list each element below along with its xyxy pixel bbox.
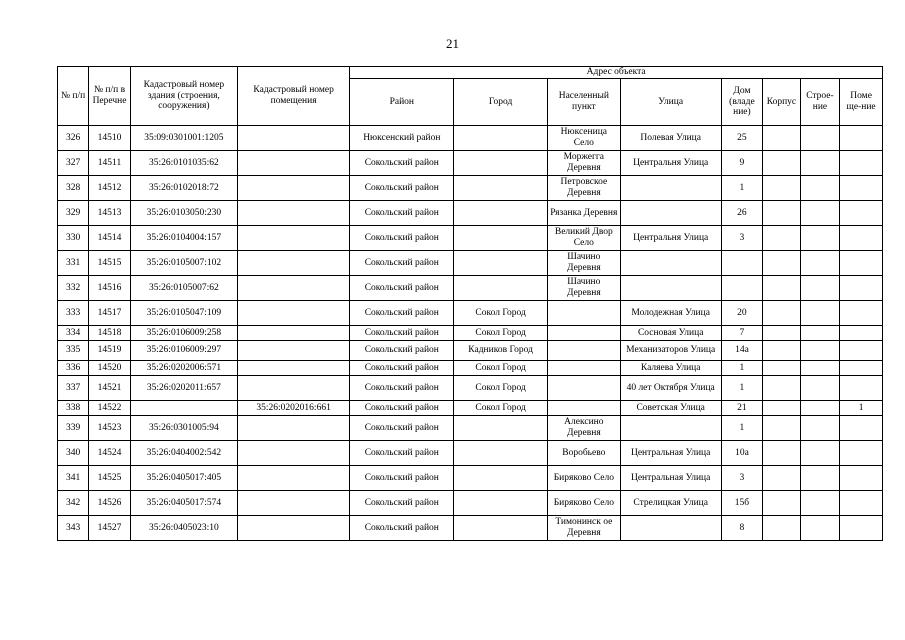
cell-pomeshchenie xyxy=(840,176,883,201)
table-header xyxy=(58,67,883,126)
cell-pomeshchenie xyxy=(840,301,883,326)
cell-korpus xyxy=(763,341,800,361)
cell-city xyxy=(454,516,548,541)
cell-city: Кадников Город xyxy=(454,341,548,361)
cell-street xyxy=(620,251,721,276)
table-row xyxy=(58,341,883,361)
table-row xyxy=(58,466,883,491)
cell-street: Сосновая Улица xyxy=(620,326,721,341)
cell-street: Механизаторов Улица xyxy=(620,341,721,361)
cell-cadastral-building: 35:26:0405017:405 xyxy=(130,466,237,491)
cell-city xyxy=(454,176,548,201)
cell-cadastral-room xyxy=(237,226,349,251)
cell-house: 21 xyxy=(721,401,763,416)
cell-district: Сокольский район xyxy=(350,341,454,361)
cell-n: 338 xyxy=(58,401,89,416)
cell-cadastral-room xyxy=(237,491,349,516)
cell-house: 9 xyxy=(721,151,763,176)
cell-korpus xyxy=(763,516,800,541)
cell-stroenie xyxy=(800,151,840,176)
cell-district: Сокольский район xyxy=(350,176,454,201)
cell-house: 25 xyxy=(721,126,763,151)
cell-district: Сокольский район xyxy=(350,376,454,401)
header-pomeshchenie: Поме ще-ние xyxy=(840,79,883,126)
cell-reg-n: 14511 xyxy=(89,151,131,176)
cell-cadastral-building: 35:26:0105007:62 xyxy=(130,276,237,301)
cell-district: Сокольский район xyxy=(350,251,454,276)
cell-settlement xyxy=(547,401,620,416)
cell-cadastral-room xyxy=(237,126,349,151)
cell-reg-n: 14515 xyxy=(89,251,131,276)
property-register-table xyxy=(57,66,883,541)
cell-cadastral-room xyxy=(237,466,349,491)
cell-cadastral-building: 35:09:0301001:1205 xyxy=(130,126,237,151)
cell-house: 14а xyxy=(721,341,763,361)
cell-house: 1 xyxy=(721,176,763,201)
cell-cadastral-room xyxy=(237,376,349,401)
cell-pomeshchenie xyxy=(840,226,883,251)
cell-city: Сокол Город xyxy=(454,301,548,326)
cell-street: Полевая Улица xyxy=(620,126,721,151)
cell-district: Сокольский район xyxy=(350,416,454,441)
cell-reg-n: 14523 xyxy=(89,416,131,441)
cell-district: Сокольский район xyxy=(350,361,454,376)
cell-city: Сокол Город xyxy=(454,376,548,401)
cell-city xyxy=(454,276,548,301)
cell-reg-n: 14522 xyxy=(89,401,131,416)
cell-stroenie xyxy=(800,326,840,341)
cell-korpus xyxy=(763,466,800,491)
cell-pomeshchenie xyxy=(840,341,883,361)
cell-cadastral-room xyxy=(237,151,349,176)
cell-city xyxy=(454,491,548,516)
cell-cadastral-building: 35:26:0405017:574 xyxy=(130,491,237,516)
cell-street xyxy=(620,416,721,441)
cell-n: 343 xyxy=(58,516,89,541)
header-reg-n: № п/п в Перечне xyxy=(89,67,131,126)
table-row xyxy=(58,126,883,151)
cell-cadastral-building xyxy=(130,401,237,416)
cell-house: 7 xyxy=(721,326,763,341)
cell-city xyxy=(454,201,548,226)
header-korpus: Корпус xyxy=(763,79,800,126)
cell-street: Каляева Улица xyxy=(620,361,721,376)
cell-street: Стрелицкая Улица xyxy=(620,491,721,516)
cell-cadastral-building: 35:26:0101035:62 xyxy=(130,151,237,176)
cell-korpus xyxy=(763,301,800,326)
cell-n: 334 xyxy=(58,326,89,341)
cell-house: 3 xyxy=(721,226,763,251)
cell-district: Сокольский район xyxy=(350,226,454,251)
table-row xyxy=(58,151,883,176)
cell-cadastral-room: 35:26:0202016:661 xyxy=(237,401,349,416)
cell-settlement: Великий Двор Село xyxy=(547,226,620,251)
cell-house: 15б xyxy=(721,491,763,516)
cell-stroenie xyxy=(800,126,840,151)
cell-stroenie xyxy=(800,376,840,401)
cell-district: Сокольский район xyxy=(350,276,454,301)
cell-district: Сокольский район xyxy=(350,401,454,416)
cell-korpus xyxy=(763,361,800,376)
cell-n: 326 xyxy=(58,126,89,151)
cell-stroenie xyxy=(800,361,840,376)
cell-settlement xyxy=(547,376,620,401)
header-address: Адрес объекта xyxy=(350,67,883,79)
cell-korpus xyxy=(763,276,800,301)
cell-district: Сокольский район xyxy=(350,466,454,491)
table-row xyxy=(58,276,883,301)
cell-district: Сокольский район xyxy=(350,326,454,341)
cell-house: 1 xyxy=(721,376,763,401)
cell-cadastral-building: 35:26:0404002:542 xyxy=(130,441,237,466)
cell-korpus xyxy=(763,401,800,416)
cell-n: 339 xyxy=(58,416,89,441)
cell-pomeshchenie xyxy=(840,276,883,301)
table-row xyxy=(58,176,883,201)
cell-pomeshchenie: 1 xyxy=(840,401,883,416)
cell-cadastral-building: 35:26:0106009:297 xyxy=(130,341,237,361)
cell-n: 329 xyxy=(58,201,89,226)
cell-reg-n: 14516 xyxy=(89,276,131,301)
header-cadastral-room: Кадастровый номер помещения xyxy=(237,67,349,126)
cell-cadastral-room xyxy=(237,441,349,466)
cell-pomeshchenie xyxy=(840,441,883,466)
cell-district: Сокольский район xyxy=(350,441,454,466)
cell-n: 332 xyxy=(58,276,89,301)
cell-street: Центральня Улица xyxy=(620,151,721,176)
cell-house: 1 xyxy=(721,416,763,441)
header-city: Город xyxy=(454,79,548,126)
cell-cadastral-building: 35:26:0405023:10 xyxy=(130,516,237,541)
cell-cadastral-building: 35:26:0104004:157 xyxy=(130,226,237,251)
cell-cadastral-room xyxy=(237,201,349,226)
cell-korpus xyxy=(763,151,800,176)
table-row xyxy=(58,201,883,226)
cell-street xyxy=(620,201,721,226)
cell-stroenie xyxy=(800,441,840,466)
cell-pomeshchenie xyxy=(840,151,883,176)
cell-settlement: Биряково Село xyxy=(547,466,620,491)
cell-reg-n: 14521 xyxy=(89,376,131,401)
cell-street: Советская Улица xyxy=(620,401,721,416)
cell-reg-n: 14510 xyxy=(89,126,131,151)
cell-city xyxy=(454,126,548,151)
cell-house xyxy=(721,276,763,301)
table-row xyxy=(58,441,883,466)
cell-house: 10а xyxy=(721,441,763,466)
cell-reg-n: 14512 xyxy=(89,176,131,201)
cell-stroenie xyxy=(800,416,840,441)
cell-reg-n: 14526 xyxy=(89,491,131,516)
cell-pomeshchenie xyxy=(840,251,883,276)
cell-korpus xyxy=(763,251,800,276)
cell-district: Сокольский район xyxy=(350,516,454,541)
header-district: Район xyxy=(350,79,454,126)
cell-pomeshchenie xyxy=(840,361,883,376)
cell-n: 331 xyxy=(58,251,89,276)
cell-korpus xyxy=(763,491,800,516)
table-row xyxy=(58,491,883,516)
cell-settlement: Биряково Село xyxy=(547,491,620,516)
cell-cadastral-building: 35:26:0202006:571 xyxy=(130,361,237,376)
cell-city xyxy=(454,151,548,176)
cell-pomeshchenie xyxy=(840,376,883,401)
cell-settlement xyxy=(547,301,620,326)
header-n: № п/п xyxy=(58,67,89,126)
table-row xyxy=(58,251,883,276)
cell-cadastral-building: 35:26:0106009:258 xyxy=(130,326,237,341)
cell-cadastral-room xyxy=(237,251,349,276)
cell-n: 340 xyxy=(58,441,89,466)
cell-cadastral-room xyxy=(237,341,349,361)
cell-pomeshchenie xyxy=(840,326,883,341)
cell-district: Сокольский район xyxy=(350,301,454,326)
cell-stroenie xyxy=(800,226,840,251)
cell-district: Нюксенский район xyxy=(350,126,454,151)
cell-street xyxy=(620,516,721,541)
cell-settlement: Воробьево xyxy=(547,441,620,466)
table-row xyxy=(58,301,883,326)
cell-n: 328 xyxy=(58,176,89,201)
cell-house: 3 xyxy=(721,466,763,491)
cell-stroenie xyxy=(800,516,840,541)
table-row xyxy=(58,516,883,541)
cell-stroenie xyxy=(800,251,840,276)
cell-house: 20 xyxy=(721,301,763,326)
cell-house xyxy=(721,251,763,276)
cell-korpus xyxy=(763,201,800,226)
cell-stroenie xyxy=(800,276,840,301)
cell-house: 26 xyxy=(721,201,763,226)
cell-street: Центральня Улица xyxy=(620,226,721,251)
table-row xyxy=(58,401,883,416)
cell-cadastral-room xyxy=(237,301,349,326)
cell-n: 341 xyxy=(58,466,89,491)
cell-stroenie xyxy=(800,466,840,491)
cell-house: 1 xyxy=(721,361,763,376)
table-row xyxy=(58,376,883,401)
header-stroenie: Строе-ние xyxy=(800,79,840,126)
cell-reg-n: 14525 xyxy=(89,466,131,491)
cell-korpus xyxy=(763,376,800,401)
cell-korpus xyxy=(763,226,800,251)
cell-settlement xyxy=(547,341,620,361)
cell-district: Сокольский район xyxy=(350,201,454,226)
cell-reg-n: 14513 xyxy=(89,201,131,226)
cell-street: Центральная Улица xyxy=(620,441,721,466)
cell-settlement: Шачино Деревня xyxy=(547,251,620,276)
cell-settlement: Моржегга Деревня xyxy=(547,151,620,176)
table-row xyxy=(58,416,883,441)
cell-settlement: Рязанка Деревня xyxy=(547,201,620,226)
cell-district: Сокольский район xyxy=(350,151,454,176)
header-cadastral-building: Кадастровый номер здания (строения, сооружения) xyxy=(130,67,237,126)
header-house: Дом (владе ние) xyxy=(721,79,763,126)
cell-korpus xyxy=(763,126,800,151)
cell-settlement: Шачино Деревня xyxy=(547,276,620,301)
page-number: 21 xyxy=(446,36,459,51)
cell-house: 8 xyxy=(721,516,763,541)
cell-pomeshchenie xyxy=(840,201,883,226)
cell-city: Сокол Город xyxy=(454,401,548,416)
header-settlement: Населенный пункт xyxy=(547,79,620,126)
cell-pomeshchenie xyxy=(840,516,883,541)
cell-city xyxy=(454,441,548,466)
cell-city xyxy=(454,226,548,251)
cell-korpus xyxy=(763,326,800,341)
cell-stroenie xyxy=(800,341,840,361)
cell-settlement: Нюксеница Село xyxy=(547,126,620,151)
cell-city xyxy=(454,416,548,441)
cell-korpus xyxy=(763,416,800,441)
header-street: Улица xyxy=(620,79,721,126)
cell-n: 333 xyxy=(58,301,89,326)
cell-cadastral-building: 35:26:0202011:657 xyxy=(130,376,237,401)
cell-pomeshchenie xyxy=(840,466,883,491)
cell-settlement: Тимонинск ое Деревня xyxy=(547,516,620,541)
cell-cadastral-room xyxy=(237,416,349,441)
cell-street: 40 лет Октября Улица xyxy=(620,376,721,401)
cell-cadastral-building: 35:26:0105007:102 xyxy=(130,251,237,276)
cell-settlement xyxy=(547,361,620,376)
cell-settlement: Петровское Деревня xyxy=(547,176,620,201)
cell-city xyxy=(454,466,548,491)
cell-reg-n: 14519 xyxy=(89,341,131,361)
cell-pomeshchenie xyxy=(840,126,883,151)
cell-district: Сокольский район xyxy=(350,491,454,516)
cell-reg-n: 14520 xyxy=(89,361,131,376)
cell-stroenie xyxy=(800,491,840,516)
cell-cadastral-building: 35:26:0102018:72 xyxy=(130,176,237,201)
cell-cadastral-room xyxy=(237,361,349,376)
table-body xyxy=(58,126,883,541)
cell-reg-n: 14527 xyxy=(89,516,131,541)
cell-reg-n: 14514 xyxy=(89,226,131,251)
cell-settlement xyxy=(547,326,620,341)
cell-street xyxy=(620,176,721,201)
cell-n: 342 xyxy=(58,491,89,516)
cell-pomeshchenie xyxy=(840,491,883,516)
cell-n: 330 xyxy=(58,226,89,251)
cell-korpus xyxy=(763,441,800,466)
cell-stroenie xyxy=(800,201,840,226)
cell-city: Сокол Город xyxy=(454,326,548,341)
cell-city: Сокол Город xyxy=(454,361,548,376)
cell-pomeshchenie xyxy=(840,416,883,441)
cell-settlement: Алексино Деревня xyxy=(547,416,620,441)
cell-cadastral-room xyxy=(237,276,349,301)
table-row xyxy=(58,326,883,341)
cell-n: 335 xyxy=(58,341,89,361)
cell-street: Молодежная Улица xyxy=(620,301,721,326)
cell-cadastral-room xyxy=(237,326,349,341)
cell-cadastral-building: 35:26:0105047:109 xyxy=(130,301,237,326)
cell-n: 337 xyxy=(58,376,89,401)
cell-stroenie xyxy=(800,176,840,201)
cell-street xyxy=(620,276,721,301)
cell-reg-n: 14517 xyxy=(89,301,131,326)
cell-cadastral-building: 35:26:0103050:230 xyxy=(130,201,237,226)
cell-reg-n: 14518 xyxy=(89,326,131,341)
cell-cadastral-room xyxy=(237,176,349,201)
cell-city xyxy=(454,251,548,276)
table-row xyxy=(58,226,883,251)
cell-stroenie xyxy=(800,301,840,326)
table-row xyxy=(58,361,883,376)
cell-stroenie xyxy=(800,401,840,416)
cell-cadastral-building: 35:26:0301005:94 xyxy=(130,416,237,441)
cell-street: Центральная Улица xyxy=(620,466,721,491)
cell-reg-n: 14524 xyxy=(89,441,131,466)
cell-korpus xyxy=(763,176,800,201)
cell-n: 327 xyxy=(58,151,89,176)
cell-cadastral-room xyxy=(237,516,349,541)
cell-n: 336 xyxy=(58,361,89,376)
